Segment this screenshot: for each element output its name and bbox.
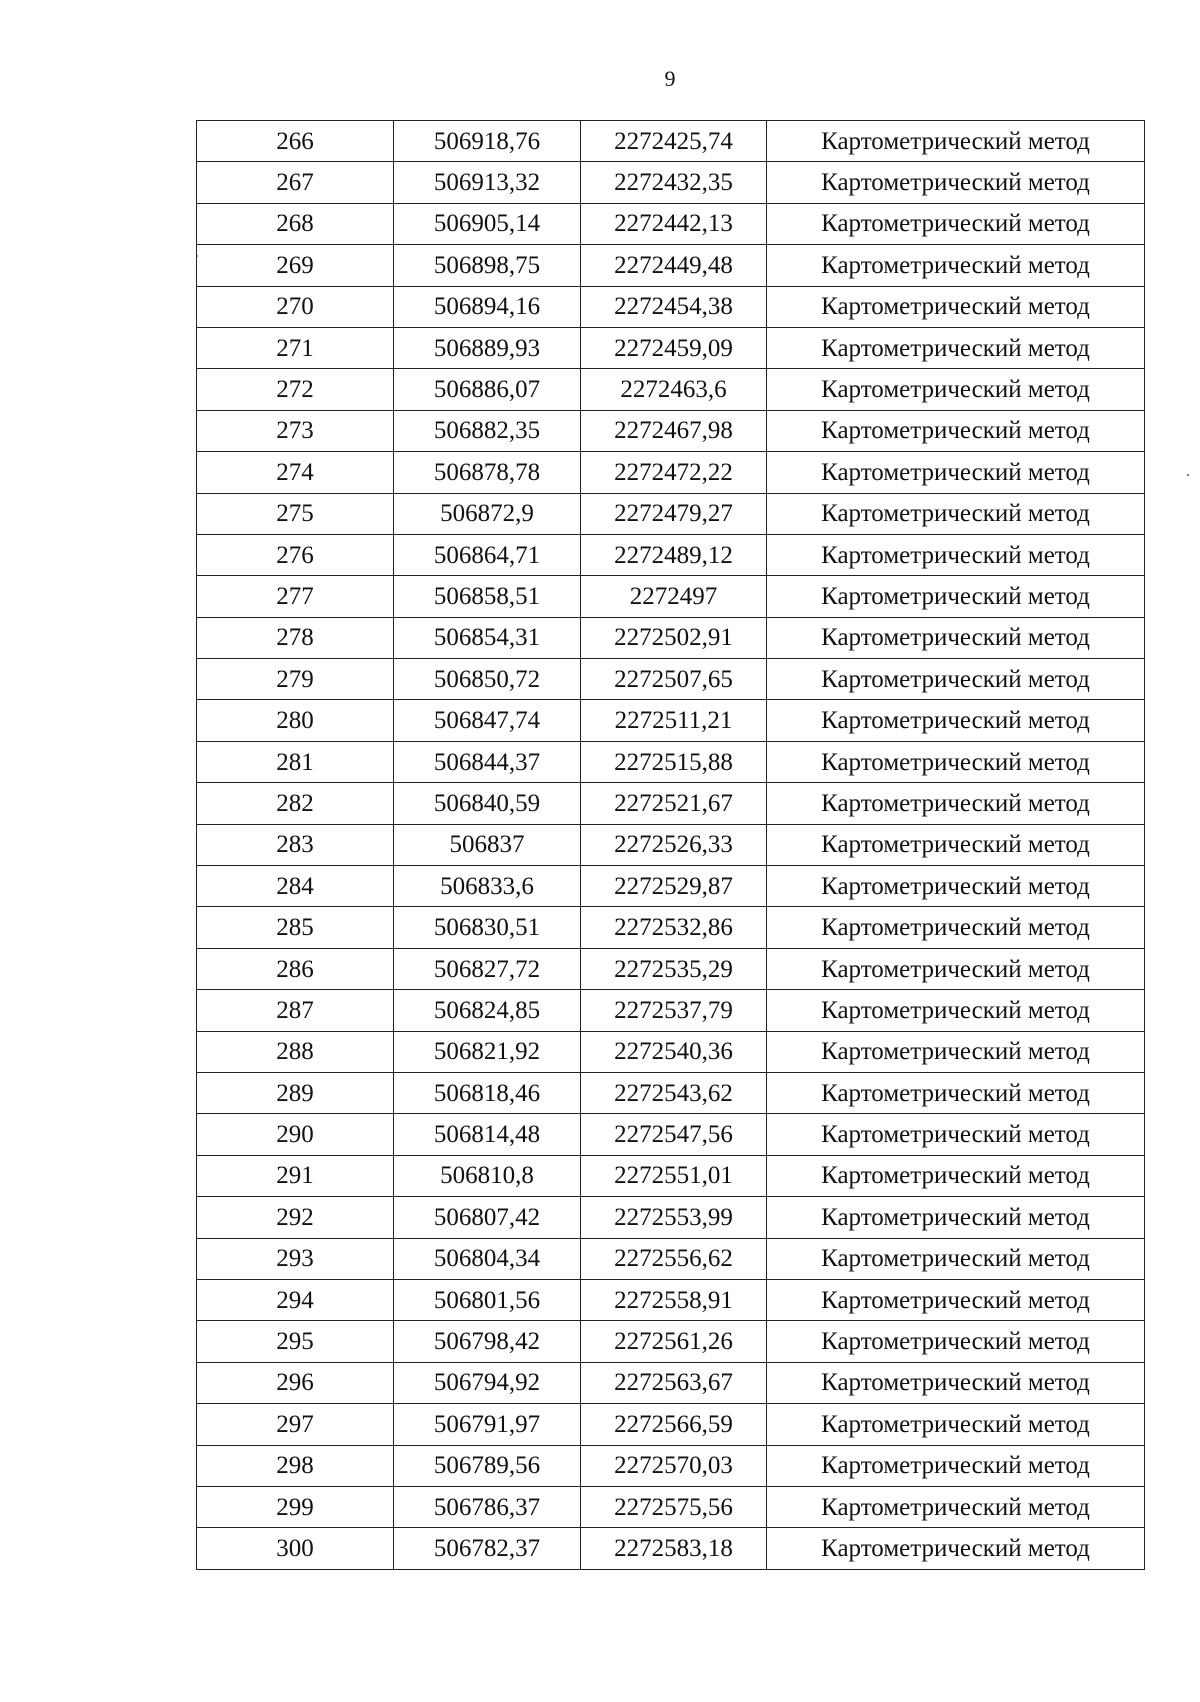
- point-number-cell: 292: [197, 1197, 394, 1238]
- point-number-cell: 269: [197, 245, 394, 286]
- table-row: [197, 1404, 1145, 1445]
- scan-speck: [1187, 474, 1189, 476]
- x-coordinate-cell: 506847,74: [394, 700, 581, 741]
- table-row: [197, 1528, 1145, 1569]
- table-row: [197, 1486, 1145, 1527]
- coordinates-table-body: [197, 121, 1145, 1570]
- table-row: [197, 824, 1145, 865]
- method-cell: Картометрический метод: [767, 1445, 1145, 1486]
- y-coordinate-cell: 2272547,56: [581, 1114, 767, 1155]
- x-coordinate-cell: 506854,31: [394, 617, 581, 658]
- y-coordinate-cell: 2272575,56: [581, 1486, 767, 1527]
- table-row: [197, 1197, 1145, 1238]
- method-cell: Картометрический метод: [767, 741, 1145, 782]
- x-coordinate-cell: 506864,71: [394, 534, 581, 575]
- table-row: [197, 534, 1145, 575]
- table-row: [197, 162, 1145, 203]
- x-coordinate-cell: 506872,9: [394, 493, 581, 534]
- x-coordinate-cell: 506830,51: [394, 907, 581, 948]
- point-number-cell: 289: [197, 1072, 394, 1113]
- table-row: [197, 245, 1145, 286]
- method-cell: Картометрический метод: [767, 1197, 1145, 1238]
- x-coordinate-cell: 506837: [394, 824, 581, 865]
- point-number-cell: 287: [197, 990, 394, 1031]
- method-cell: Картометрический метод: [767, 203, 1145, 244]
- table-row: [197, 1114, 1145, 1155]
- method-cell: Картометрический метод: [767, 1114, 1145, 1155]
- point-number-cell: 284: [197, 866, 394, 907]
- point-number-cell: 266: [197, 121, 394, 162]
- table-row: [197, 1238, 1145, 1279]
- point-number-cell: 267: [197, 162, 394, 203]
- y-coordinate-cell: 2272432,35: [581, 162, 767, 203]
- point-number-cell: 270: [197, 286, 394, 327]
- x-coordinate-cell: 506878,78: [394, 452, 581, 493]
- page-number: 9: [664, 66, 676, 91]
- y-coordinate-cell: 2272540,36: [581, 1031, 767, 1072]
- y-coordinate-cell: 2272442,13: [581, 203, 767, 244]
- method-cell: Картометрический метод: [767, 1072, 1145, 1113]
- y-coordinate-cell: 2272526,33: [581, 824, 767, 865]
- coordinates-table: [196, 120, 1145, 1570]
- y-coordinate-cell: 2272553,99: [581, 1197, 767, 1238]
- table-row: [197, 121, 1145, 162]
- table-row: [197, 410, 1145, 451]
- y-coordinate-cell: 2272463,6: [581, 369, 767, 410]
- x-coordinate-cell: 506905,14: [394, 203, 581, 244]
- y-coordinate-cell: 2272467,98: [581, 410, 767, 451]
- point-number-cell: 282: [197, 783, 394, 824]
- y-coordinate-cell: 2272459,09: [581, 327, 767, 368]
- x-coordinate-cell: 506782,37: [394, 1528, 581, 1569]
- x-coordinate-cell: 506818,46: [394, 1072, 581, 1113]
- point-number-cell: 286: [197, 948, 394, 989]
- method-cell: Картометрический метод: [767, 948, 1145, 989]
- table-row: [197, 452, 1145, 493]
- point-number-cell: 291: [197, 1155, 394, 1196]
- x-coordinate-cell: 506918,76: [394, 121, 581, 162]
- y-coordinate-cell: 2272529,87: [581, 866, 767, 907]
- method-cell: Картометрический метод: [767, 1279, 1145, 1320]
- x-coordinate-cell: 506827,72: [394, 948, 581, 989]
- x-coordinate-cell: 506786,37: [394, 1486, 581, 1527]
- table-row: [197, 700, 1145, 741]
- method-cell: Картометрический метод: [767, 162, 1145, 203]
- x-coordinate-cell: 506833,6: [394, 866, 581, 907]
- method-cell: Картометрический метод: [767, 327, 1145, 368]
- y-coordinate-cell: 2272561,26: [581, 1321, 767, 1362]
- table-row: [197, 1362, 1145, 1403]
- point-number-cell: 271: [197, 327, 394, 368]
- method-cell: Картометрический метод: [767, 1238, 1145, 1279]
- point-number-cell: 273: [197, 410, 394, 451]
- point-number-cell: 281: [197, 741, 394, 782]
- table-row: [197, 369, 1145, 410]
- point-number-cell: 297: [197, 1404, 394, 1445]
- table-row: [197, 493, 1145, 534]
- method-cell: Картометрический метод: [767, 824, 1145, 865]
- x-coordinate-cell: 506821,92: [394, 1031, 581, 1072]
- y-coordinate-cell: 2272521,67: [581, 783, 767, 824]
- point-number-cell: 290: [197, 1114, 394, 1155]
- table-row: [197, 203, 1145, 244]
- x-coordinate-cell: 506882,35: [394, 410, 581, 451]
- table-row: [197, 286, 1145, 327]
- point-number-cell: 278: [197, 617, 394, 658]
- table-row: [197, 990, 1145, 1031]
- x-coordinate-cell: 506913,32: [394, 162, 581, 203]
- y-coordinate-cell: 2272543,62: [581, 1072, 767, 1113]
- y-coordinate-cell: 2272425,74: [581, 121, 767, 162]
- y-coordinate-cell: 2272449,48: [581, 245, 767, 286]
- x-coordinate-cell: 506886,07: [394, 369, 581, 410]
- method-cell: Картометрический метод: [767, 700, 1145, 741]
- method-cell: Картометрический метод: [767, 121, 1145, 162]
- point-number-cell: 295: [197, 1321, 394, 1362]
- table-row: [197, 1445, 1145, 1486]
- point-number-cell: 294: [197, 1279, 394, 1320]
- point-number-cell: 283: [197, 824, 394, 865]
- method-cell: Картометрический метод: [767, 493, 1145, 534]
- point-number-cell: 298: [197, 1445, 394, 1486]
- x-coordinate-cell: 506814,48: [394, 1114, 581, 1155]
- x-coordinate-cell: 506894,16: [394, 286, 581, 327]
- method-cell: Картометрический метод: [767, 1528, 1145, 1569]
- table-row: [197, 741, 1145, 782]
- table-row: [197, 783, 1145, 824]
- x-coordinate-cell: 506889,93: [394, 327, 581, 368]
- scan-speck: [196, 255, 198, 257]
- x-coordinate-cell: 506840,59: [394, 783, 581, 824]
- table-row: [197, 1321, 1145, 1362]
- x-coordinate-cell: 506810,8: [394, 1155, 581, 1196]
- x-coordinate-cell: 506791,97: [394, 1404, 581, 1445]
- y-coordinate-cell: 2272563,67: [581, 1362, 767, 1403]
- table-row: [197, 659, 1145, 700]
- method-cell: Картометрический метод: [767, 617, 1145, 658]
- table-row: [197, 1155, 1145, 1196]
- y-coordinate-cell: 2272551,01: [581, 1155, 767, 1196]
- point-number-cell: 274: [197, 452, 394, 493]
- x-coordinate-cell: 506789,56: [394, 1445, 581, 1486]
- y-coordinate-cell: 2272537,79: [581, 990, 767, 1031]
- x-coordinate-cell: 506804,34: [394, 1238, 581, 1279]
- table-row: [197, 576, 1145, 617]
- point-number-cell: 285: [197, 907, 394, 948]
- x-coordinate-cell: 506807,42: [394, 1197, 581, 1238]
- point-number-cell: 299: [197, 1486, 394, 1527]
- point-number-cell: 272: [197, 369, 394, 410]
- point-number-cell: 275: [197, 493, 394, 534]
- method-cell: Картометрический метод: [767, 866, 1145, 907]
- point-number-cell: 296: [197, 1362, 394, 1403]
- table-row: [197, 617, 1145, 658]
- x-coordinate-cell: 506844,37: [394, 741, 581, 782]
- x-coordinate-cell: 506898,75: [394, 245, 581, 286]
- y-coordinate-cell: 2272583,18: [581, 1528, 767, 1569]
- table-row: [197, 1279, 1145, 1320]
- y-coordinate-cell: 2272566,59: [581, 1404, 767, 1445]
- method-cell: Картометрический метод: [767, 245, 1145, 286]
- method-cell: Картометрический метод: [767, 369, 1145, 410]
- table-row: [197, 1031, 1145, 1072]
- method-cell: Картометрический метод: [767, 1404, 1145, 1445]
- method-cell: Картометрический метод: [767, 1486, 1145, 1527]
- table-row: [197, 1072, 1145, 1113]
- method-cell: Картометрический метод: [767, 1321, 1145, 1362]
- y-coordinate-cell: 2272556,62: [581, 1238, 767, 1279]
- method-cell: Картометрический метод: [767, 783, 1145, 824]
- y-coordinate-cell: 2272497: [581, 576, 767, 617]
- point-number-cell: 277: [197, 576, 394, 617]
- y-coordinate-cell: 2272479,27: [581, 493, 767, 534]
- x-coordinate-cell: 506858,51: [394, 576, 581, 617]
- point-number-cell: 300: [197, 1528, 394, 1569]
- y-coordinate-cell: 2272502,91: [581, 617, 767, 658]
- method-cell: Картометрический метод: [767, 452, 1145, 493]
- table-row: [197, 327, 1145, 368]
- x-coordinate-cell: 506850,72: [394, 659, 581, 700]
- point-number-cell: 288: [197, 1031, 394, 1072]
- y-coordinate-cell: 2272535,29: [581, 948, 767, 989]
- point-number-cell: 293: [197, 1238, 394, 1279]
- table-row: [197, 866, 1145, 907]
- y-coordinate-cell: 2272558,91: [581, 1279, 767, 1320]
- x-coordinate-cell: 506794,92: [394, 1362, 581, 1403]
- x-coordinate-cell: 506798,42: [394, 1321, 581, 1362]
- y-coordinate-cell: 2272489,12: [581, 534, 767, 575]
- method-cell: Картометрический метод: [767, 1155, 1145, 1196]
- table-row: [197, 948, 1145, 989]
- method-cell: Картометрический метод: [767, 1031, 1145, 1072]
- method-cell: Картометрический метод: [767, 907, 1145, 948]
- method-cell: Картометрический метод: [767, 1362, 1145, 1403]
- y-coordinate-cell: 2272570,03: [581, 1445, 767, 1486]
- method-cell: Картометрический метод: [767, 659, 1145, 700]
- method-cell: Картометрический метод: [767, 990, 1145, 1031]
- method-cell: Картометрический метод: [767, 576, 1145, 617]
- x-coordinate-cell: 506824,85: [394, 990, 581, 1031]
- x-coordinate-cell: 506801,56: [394, 1279, 581, 1320]
- point-number-cell: 268: [197, 203, 394, 244]
- y-coordinate-cell: 2272454,38: [581, 286, 767, 327]
- y-coordinate-cell: 2272532,86: [581, 907, 767, 948]
- y-coordinate-cell: 2272515,88: [581, 741, 767, 782]
- y-coordinate-cell: 2272511,21: [581, 700, 767, 741]
- table-row: [197, 907, 1145, 948]
- point-number-cell: 280: [197, 700, 394, 741]
- point-number-cell: 276: [197, 534, 394, 575]
- y-coordinate-cell: 2272507,65: [581, 659, 767, 700]
- method-cell: Картометрический метод: [767, 286, 1145, 327]
- point-number-cell: 279: [197, 659, 394, 700]
- method-cell: Картометрический метод: [767, 534, 1145, 575]
- method-cell: Картометрический метод: [767, 410, 1145, 451]
- y-coordinate-cell: 2272472,22: [581, 452, 767, 493]
